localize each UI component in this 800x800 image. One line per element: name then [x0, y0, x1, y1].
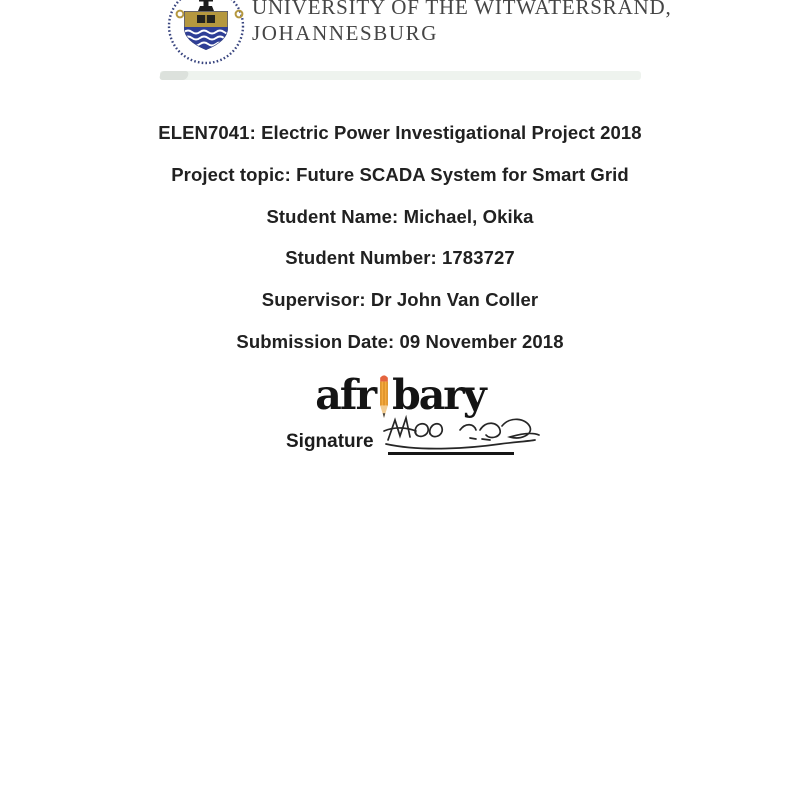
university-name	[252, 0, 672, 46]
signature-label: Signature	[286, 431, 374, 452]
course-title-line: ELEN7041: Electric Power Investigational Project 2018	[158, 122, 642, 143]
university-crest	[158, 0, 254, 72]
header-divider-band	[160, 71, 641, 80]
student-name-line: Student Name: Michael, Okika	[266, 205, 534, 227]
supervisor-line: Supervisor: Dr John Van Coller	[261, 289, 539, 311]
university-name-line2: JOHANNESBURG	[252, 21, 439, 45]
project-topic-line: Project topic: Future SCADA System for Smart Grid	[171, 163, 629, 185]
watermark-text-right: bary	[392, 371, 485, 419]
university-name-line1: UNIVERSITY OF THE WITWATERSRAND,	[252, 0, 672, 19]
student-number-line: Student Number: 1783727	[285, 247, 515, 269]
signature-scribble	[382, 404, 542, 456]
watermark-text-left: afr	[315, 371, 376, 419]
crest-statuette	[198, 0, 214, 11]
university-crest-icon	[158, 0, 254, 72]
submission-date-line: Submission Date: 09 November 2018	[236, 330, 564, 352]
cover-title-block	[0, 112, 800, 363]
